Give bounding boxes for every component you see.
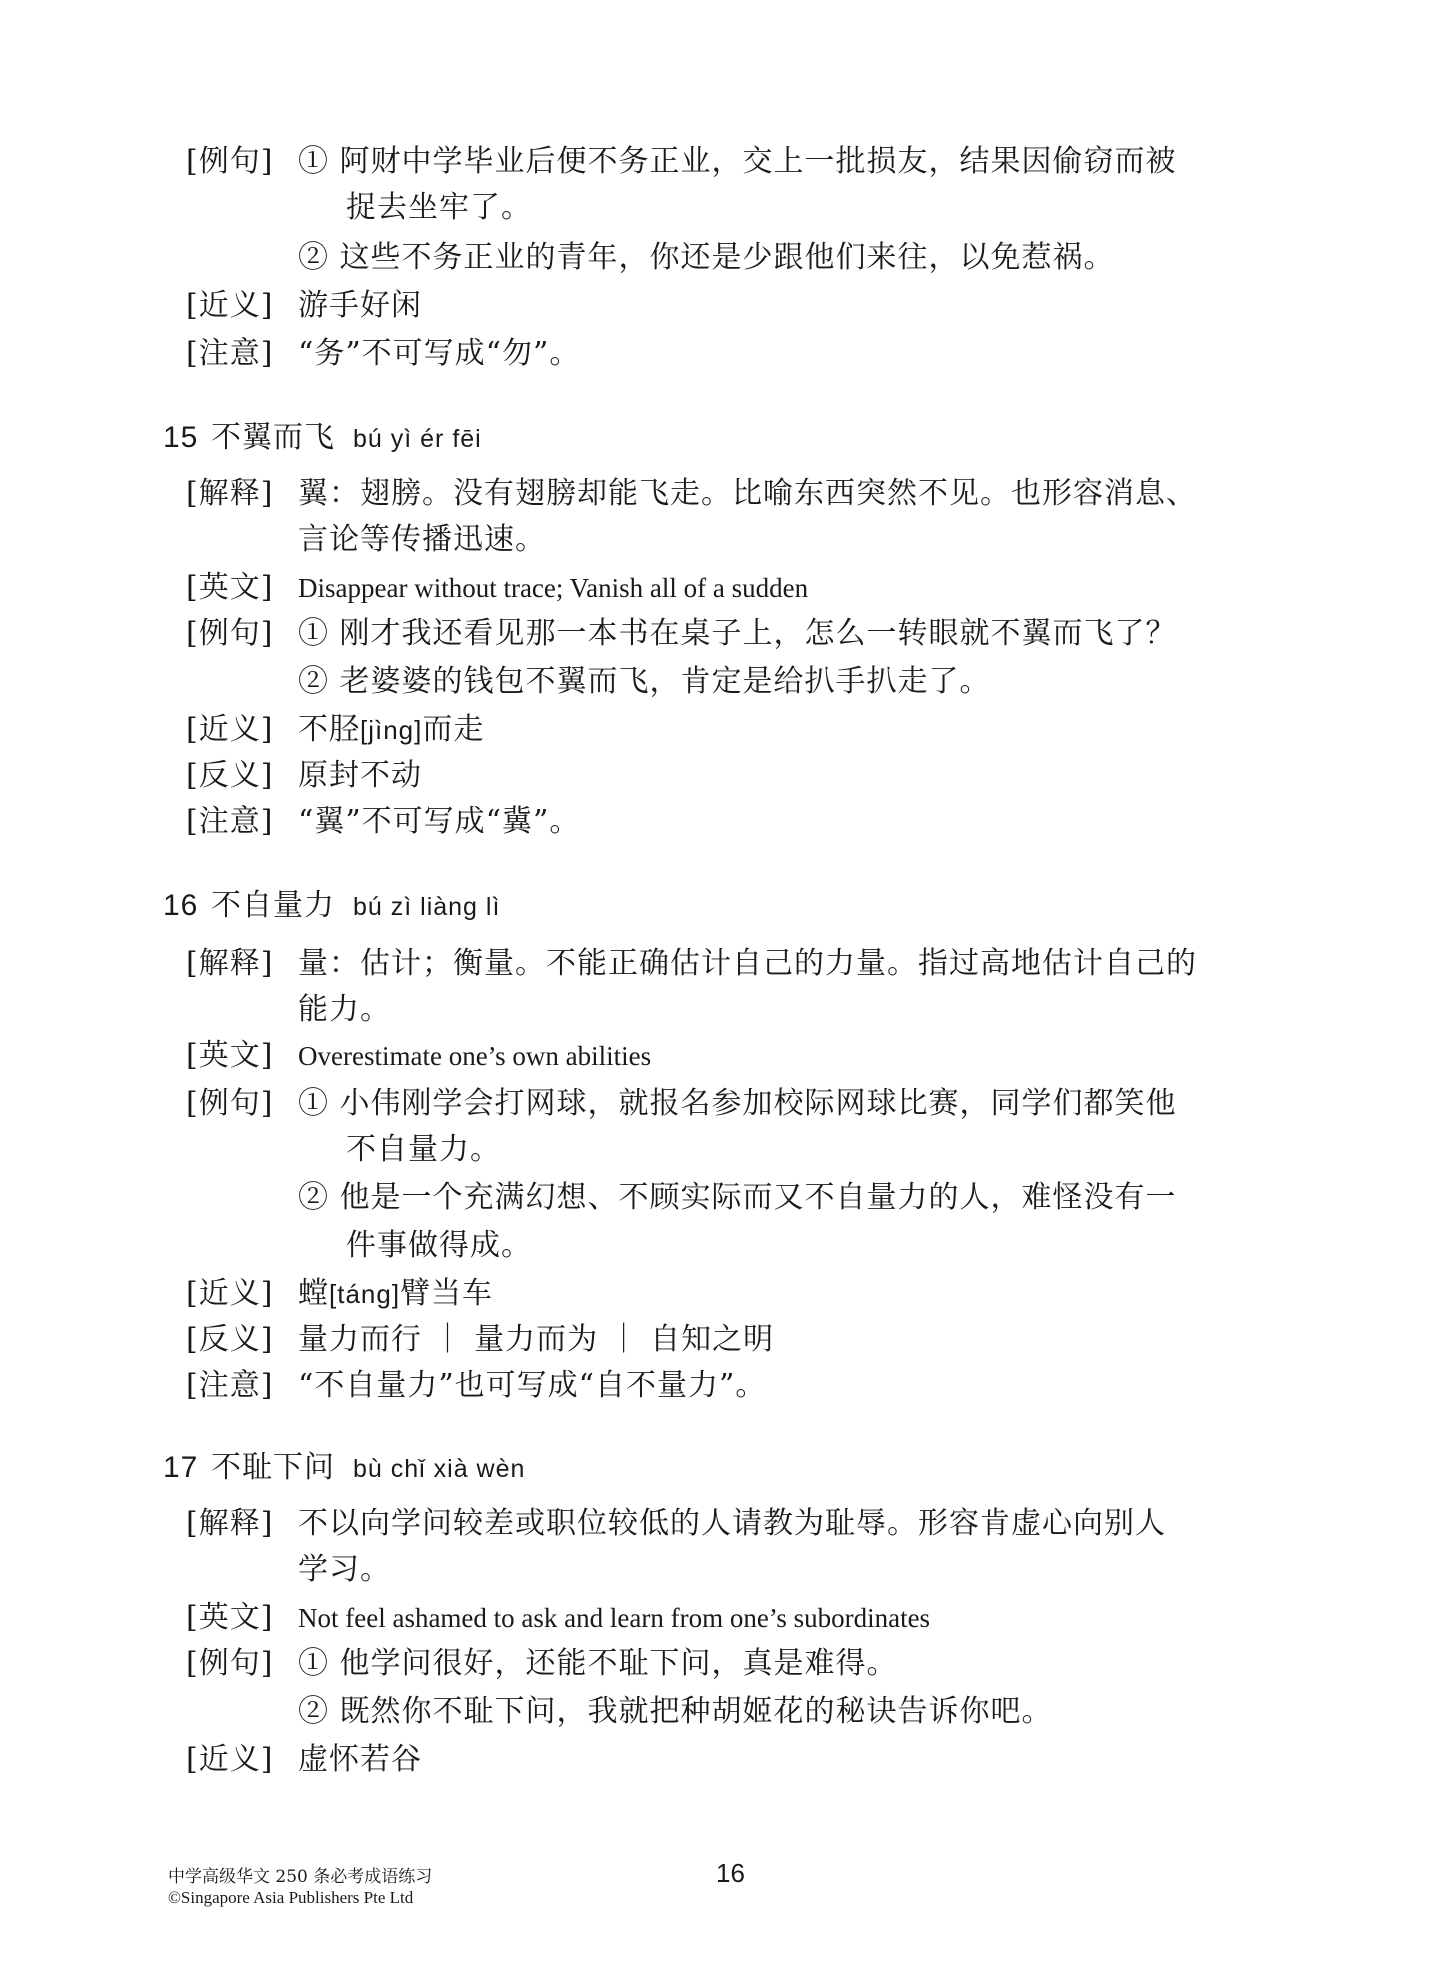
idiom-pinyin: bú zì liàng lì: [353, 893, 501, 921]
synonym-tag: [近义]: [186, 1276, 274, 1311]
explain-text-cont: 学习。: [298, 1552, 391, 1587]
synonym-row: [186, 1740, 422, 1780]
note-row: [186, 334, 580, 374]
english-tag: [英文]: [186, 1600, 274, 1635]
synonym-text-end: 而走: [422, 712, 485, 747]
example-row: [186, 614, 1177, 654]
english-tag: [英文]: [186, 570, 274, 605]
explain-text-cont: 言论等传播迅速。: [298, 522, 546, 557]
antonym-row: [186, 1320, 774, 1360]
synonym-text: 虚怀若谷: [298, 1742, 422, 1777]
example-tag: [例句]: [186, 616, 274, 651]
synonym-row: [186, 710, 484, 750]
antonym-text: 原封不动: [298, 758, 422, 793]
antonym-text: 量力而行 ｜ 量力而为 ｜ 自知之明: [298, 1322, 775, 1357]
example-tag: [例句]: [186, 1646, 274, 1681]
example-row: [186, 1644, 898, 1684]
antonym-tag: [反义]: [186, 1322, 274, 1357]
example-2-text: ② 既然你不耻下问，我就把种胡姬花的秘诀告诉你吧。: [298, 1694, 1053, 1729]
english-row: [186, 1036, 651, 1076]
synonym-tag: [近义]: [186, 712, 274, 747]
explain-text: 翼：翅膀。没有翅膀却能飞走。比喻东西突然不见。也形容消息、: [298, 476, 1197, 511]
entry-number: 16: [163, 889, 199, 922]
explain-tag: [解释]: [186, 1506, 274, 1541]
example-row-2-cont: [346, 1226, 532, 1266]
synonym-text: 游手好闲: [298, 288, 422, 323]
example-1-text: ① 刚才我还看见那一本书在桌子上，怎么一转眼就不翼而飞了？: [298, 616, 1177, 651]
explain-row: [186, 474, 1197, 514]
example-1-text: ① 阿财中学毕业后便不务正业，交上一批损友，结果因偷窃而被: [298, 144, 1177, 179]
example-row-2: [298, 1692, 1053, 1732]
example-row-2: [298, 1178, 1177, 1218]
synonym-pinyin: [jìng]: [360, 715, 423, 745]
entry-heading: [163, 418, 482, 459]
idiom-title: 不自量力: [211, 888, 335, 923]
example-1-text: ① 他学问很好，还能不耻下问，真是难得。: [298, 1646, 898, 1681]
explain-text: 不以向学问较差或职位较低的人请教为耻辱。形容肯虚心向别人: [298, 1506, 1166, 1541]
explain-tag: [解释]: [186, 946, 274, 981]
synonym-row: [186, 1274, 493, 1314]
synonym-text-end: 臂当车: [400, 1276, 494, 1311]
example-row-2: [298, 238, 1115, 278]
entry-heading: [163, 886, 500, 927]
idiom-title: 不翼而飞: [211, 420, 335, 455]
note-text: “务”不可写成“勿”。: [298, 336, 581, 371]
explain-row: [186, 1504, 1166, 1544]
idiom-pinyin: bù chǐ xià wèn: [353, 1455, 526, 1483]
antonym-tag: [反义]: [186, 758, 274, 793]
english-tag: [英文]: [186, 1038, 274, 1073]
entry-number: 15: [163, 421, 199, 454]
example-2-text: ② 他是一个充满幻想、不顾实际而又不自量力的人，难怪没有一: [298, 1180, 1177, 1215]
example-1-text-cont: 不自量力。: [346, 1132, 501, 1167]
note-row: [186, 802, 580, 842]
idiom-title: 不耻下问: [211, 1450, 335, 1485]
english-text: Overestimate one’s own abilities: [298, 1041, 652, 1071]
english-text: Disappear without trace; Vanish all of a sudden: [298, 573, 809, 603]
note-tag: [注意]: [186, 1368, 274, 1403]
synonym-tag: [近义]: [186, 288, 274, 323]
explain-text-cont: 能力。: [298, 992, 391, 1027]
synonym-row: [186, 286, 422, 326]
synonym-pinyin: [táng]: [329, 1279, 401, 1309]
example-2-text: ② 这些不务正业的青年，你还是少跟他们来往，以免惹祸。: [298, 240, 1115, 275]
idiom-pinyin: bú yì ér fēi: [353, 425, 482, 453]
synonym-text: 不胫: [298, 712, 360, 747]
explain-row-cont: [298, 520, 546, 560]
synonym-text: 螳: [298, 1276, 329, 1311]
example-row-cont: [346, 1130, 501, 1170]
note-row: [186, 1366, 766, 1406]
example-2-text-cont: 件事做得成。: [346, 1228, 532, 1263]
entry-number: 17: [163, 1451, 199, 1484]
footer-copyright: ©Singapore Asia Publishers Pte Ltd: [168, 1888, 414, 1907]
note-text: “翼”不可写成“冀”。: [298, 804, 581, 839]
english-text: Not feel ashamed to ask and learn from one’s subordinates: [298, 1603, 931, 1633]
explain-row-cont: [298, 990, 391, 1030]
english-row: [186, 1598, 930, 1638]
note-text: “不自量力”也可写成“自不量力”。: [298, 1368, 767, 1403]
english-row: [186, 568, 808, 608]
entry-heading: [163, 1448, 525, 1489]
explain-row-cont: [298, 1550, 391, 1590]
explain-row: [186, 944, 1197, 984]
page-number: 16: [716, 1858, 745, 1888]
example-1-text-cont: 捉去坐牢了。: [346, 190, 532, 225]
example-row-cont: [346, 188, 532, 228]
note-tag: [注意]: [186, 804, 274, 839]
example-tag: [例句]: [186, 144, 274, 179]
example-1-text: ① 小伟刚学会打网球，就报名参加校际网球比赛，同学们都笑他: [298, 1086, 1177, 1121]
antonym-row: [186, 756, 422, 796]
note-tag: [注意]: [186, 336, 274, 371]
synonym-tag: [近义]: [186, 1742, 274, 1777]
example-row: [186, 1084, 1177, 1124]
footer-book-title: 中学高级华文 250 条必考成语练习: [168, 1867, 433, 1887]
example-row-2: [298, 662, 991, 702]
example-tag: [例句]: [186, 1086, 274, 1121]
example-row: [186, 142, 1177, 182]
explain-text: 量：估计；衡量。不能正确估计自己的力量。指过高地估计自己的: [298, 946, 1197, 981]
example-2-text: ② 老婆婆的钱包不翼而飞，肯定是给扒手扒走了。: [298, 664, 991, 699]
explain-tag: [解释]: [186, 476, 274, 511]
